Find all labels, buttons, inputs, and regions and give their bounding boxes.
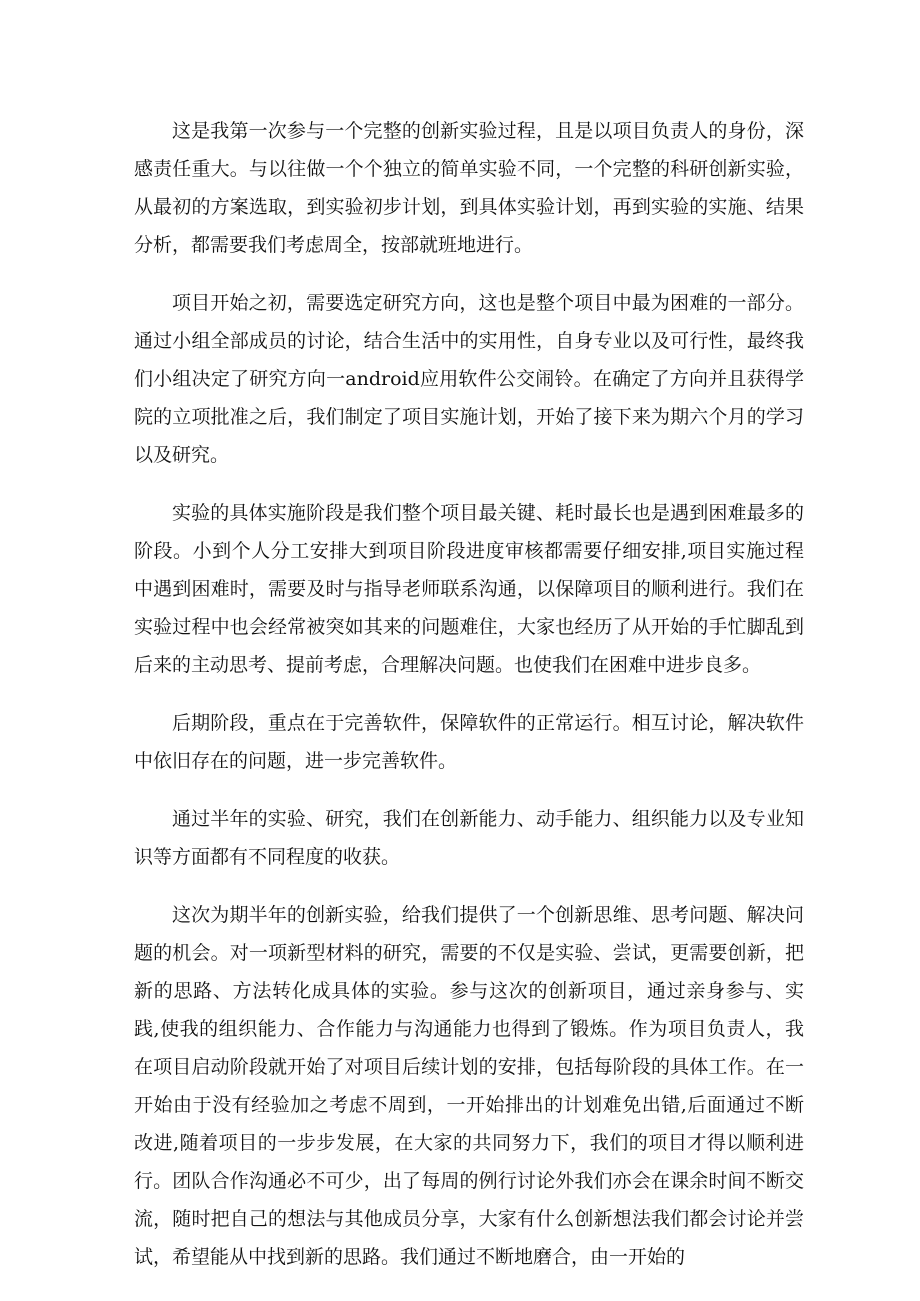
paragraph-1: 这是我第一次参与一个完整的创新实验过程，且是以项目负责人的身份，深感责任重大。与以往做一个个独立的简单实验不同，一个完整的科研创新实验，从最初的方案选取，到实验初步计划，到具体实验计划，再到实验的实施、结果分析，都需要我们考虑周全，按部就班地进行。	[134, 120, 804, 256]
paragraph-3: 实验的具体实施阶段是我们整个项目最关键、耗时最长也是遇到困难最多的阶段。小到个人分工安排大到项目阶段进度审核都需要仔细安排,项目实施过程中遇到困难时，需要及时与指导老师联系沟通，以保障项目的顺利进行。我们在实验过程中也会经常被突如其来的问题难住，大家也经历了从开始的手忙脚乱到后来的主动思考、提前考虑，合理解决问题。也使我们在困难中进步良多。	[134, 502, 804, 676]
document-body	[134, 112, 804, 1296]
paragraph-6: 这次为期半年的创新实验，给我们提供了一个创新思维、思考问题、解决问题的机会。对一项新型材料的研究，需要的不仅是实验、尝试，更需要创新，把新的思路、方法转化成具体的实验。参与这次的创新项目，通过亲身参与、实践,使我的组织能力、合作能力与沟通能力也得到了锻炼。作为项目负责人，我在项目启动阶段就开始了对项目后续计划的安排，包括每阶段的具体工作。在一开始由于没有经验加之考虑不周到，一开始排出的计划难免出错,后面通过不断改进,随着项目的一步步发展，在大家的共同努力下，我们的项目才得以顺利进行。团队合作沟通必不可少，出了每周的例行讨论外我们亦会在课余时间不断交流，随时把自己的想法与其他成员分享，大家有什么创新想法我们都会讨论并尝试，希望能从中找到新的思路。我们通过不断地磨合，由一开始的	[134, 904, 804, 1268]
paragraph-5: 通过半年的实验、研究，我们在创新能力、动手能力、组织能力以及专业知识等方面都有不同程度的收获。	[134, 808, 804, 868]
paragraph-4: 后期阶段，重点在于完善软件，保障软件的正常运行。相互讨论，解决软件中依旧存在的问题，进一步完善软件。	[134, 712, 804, 772]
paragraph-2: 项目开始之初，需要选定研究方向，这也是整个项目中最为困难的一部分。通过小组全部成员的讨论，结合生活中的实用性，自身专业以及可行性，最终我们小组决定了研究方向一android应用软件公交闹铃。在确定了方向并且获得学院的立项批准之后，我们制定了项目实施计划，开始了接下来为期六个月的学习以及研究。	[134, 292, 804, 466]
